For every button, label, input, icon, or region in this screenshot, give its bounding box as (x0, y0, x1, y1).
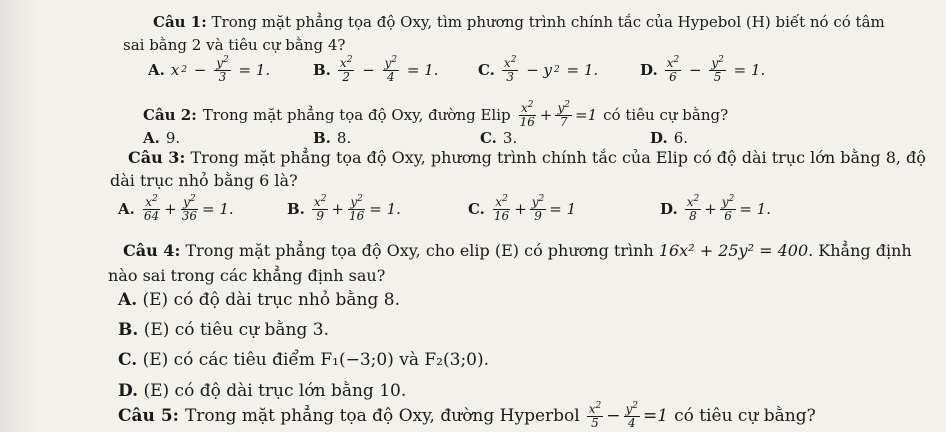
q3-option-c[interactable]: C. $\frac{x^2}{16}$ + $\frac{y^2}{9}$ = 1 (468, 194, 577, 223)
q5-equation: $\frac{x^2}{5}$ − $\frac{y^2}{4}$ =1 (588, 401, 669, 430)
q4-option-d[interactable]: D. (E) có độ dài trục lớn bằng 10. (118, 381, 407, 401)
q4-text-before: Trong mặt phẳng tọa độ Oxy, cho elip (E) có phương trình (185, 241, 654, 260)
q3-option-d[interactable]: D. $\frac{x^2}{8}$ + $\frac{y^2}{6}$ = 1. (660, 194, 771, 223)
q1-text: Trong mặt phẳng tọa độ Oxy, tìm phương trình chính tắc của Hypebol (H) biết nó có tâm (211, 13, 885, 31)
q1-option-b[interactable]: B. $\frac{x^2}{2}$ − $\frac{y^2}{4}$ = 1. (313, 55, 439, 84)
q1-stem (153, 15, 885, 30)
q1-option-a[interactable]: A. x 2 − $\frac{y^2}{3}$ = 1. (148, 55, 271, 84)
q4-stem (123, 243, 912, 259)
q4-equation: 16x² + 25y² = 400 (658, 241, 809, 260)
q4-option-b[interactable]: B. (E) có tiêu cự bằng 3. (118, 320, 329, 340)
q1-option-c[interactable]: C. $\frac{x^2}{3}$ − y 2 = 1. (478, 55, 599, 84)
q2-text-after: có tiêu cự bằng? (603, 105, 729, 124)
q2-label: Câu 2: (143, 105, 197, 124)
q1-text-2: sai bằng 2 và tiêu cự bằng 4? (123, 36, 346, 54)
q2-option-c[interactable]: C. 3. (480, 129, 518, 147)
q2-equation: $\frac{x^2}{16}$ + $\frac{y^2}{7}$ =1 (519, 100, 598, 129)
q4-label: Câu 4: (123, 241, 181, 260)
q2-option-a[interactable]: A. 9. (143, 129, 181, 147)
q4-stem-2 (108, 268, 385, 284)
q4-text-2: nào sai trong các khẳng định sau? (108, 266, 386, 285)
q2-text-before: Trong mặt phẳng tọa độ Oxy, đường Elip (202, 105, 511, 124)
page-shadow (0, 0, 40, 432)
q4-option-a[interactable]: A. (E) có độ dài trục nhỏ bằng 8. (118, 290, 400, 310)
q3-stem-2 (110, 173, 298, 189)
q3-stem (128, 150, 926, 166)
q3-text: Trong mặt phẳng tọa độ Oxy, phương trình chính tắc của Elip có độ dài trục lớn bằng 8, độ (190, 148, 926, 167)
q4-option-c[interactable]: C. (E) có các tiêu điểm F₁(−3;0) và F₂(3;0). (118, 350, 490, 370)
q1-stem-2 (123, 38, 345, 53)
q2-stem (143, 102, 728, 128)
q5-text-after: có tiêu cự bằng? (674, 405, 816, 426)
q3-option-a[interactable]: A. $\frac{x^2}{64}$ + $\frac{y^2}{36}$ = 1. (118, 194, 234, 223)
q3-option-b[interactable]: B. $\frac{x^2}{9}$ + $\frac{y^2}{16}$ = 1. (287, 194, 401, 223)
q1-label: Câu 1: (153, 13, 207, 31)
q3-label: Câu 3: (128, 148, 186, 167)
q5-label: Câu 5: (118, 405, 179, 426)
q5-stem (118, 403, 816, 429)
q2-option-b[interactable]: B. 8. (313, 129, 352, 147)
q1-option-d[interactable]: D. $\frac{x^2}{6}$ − $\frac{y^2}{5}$ = 1. (640, 55, 766, 84)
q5-text-before: Trong mặt phẳng tọa độ Oxy, đường Hyperbol (184, 405, 580, 426)
q2-option-d[interactable]: D. 6. (650, 129, 689, 147)
q3-text-2: dài trục nhỏ bằng 6 là? (110, 171, 298, 190)
q4-text-after: . Khẳng định (808, 241, 912, 260)
